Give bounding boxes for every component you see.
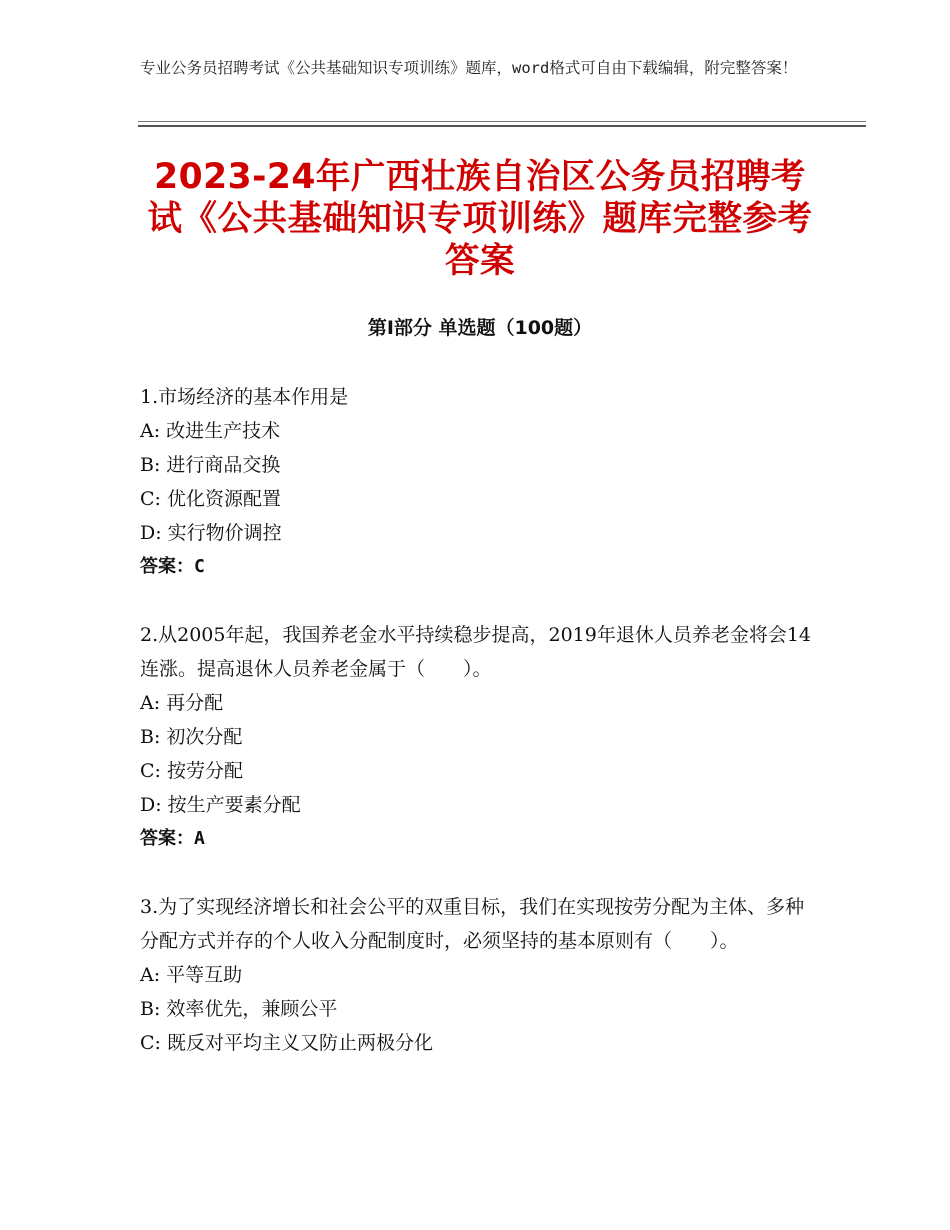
option-c: C: 既反对平均主义又防止两极分化 xyxy=(140,1032,433,1054)
header-rule-thin xyxy=(138,121,866,122)
option-a: A: 改进生产技术 xyxy=(140,420,281,442)
question-list xyxy=(140,380,820,1094)
option-c: C: 优化资源配置 xyxy=(140,488,281,510)
question-stem: 3.为了实现经济增长和社会公平的双重目标，我们在实现按劳分配为主体、多种分配方式并存的个人收入分配制度时，必须坚持的基本原则有（ ）。 xyxy=(140,896,805,952)
option-b: B: 初次分配 xyxy=(140,726,243,748)
option-a: A: 再分配 xyxy=(140,692,224,714)
question-2 xyxy=(140,618,820,856)
answer-value: C xyxy=(194,556,205,577)
section-title: 第Ⅰ部分 单选题（100题） xyxy=(367,317,593,339)
question-3 xyxy=(140,890,820,1060)
option-b: B: 效率优先，兼顾公平 xyxy=(140,998,338,1020)
answer-label: 答案： xyxy=(140,828,194,849)
header-note: 专业公务员招聘考试《公共基础知识专项训练》题库，word格式可自由下载编辑，附完整答案！ xyxy=(140,59,798,77)
question-1 xyxy=(140,380,820,584)
header-rule-thick xyxy=(138,125,866,127)
option-a: A: 平等互助 xyxy=(140,964,243,986)
answer-label: 答案： xyxy=(140,556,194,577)
answer-value: A xyxy=(194,828,205,849)
question-stem: 2.从2005年起，我国养老金水平持续稳步提高，2019年退休人员养老金将会14连涨。提高退休人员养老金属于（ ）。 xyxy=(140,624,812,680)
option-c: C: 按劳分配 xyxy=(140,760,243,782)
question-stem: 1.市场经济的基本作用是 xyxy=(140,386,349,408)
document-title: 2023-24年广西壮族自治区公务员招聘考试《公共基础知识专项训练》题库完整参考答案 xyxy=(147,157,813,281)
answer-line xyxy=(140,822,820,856)
answer-line xyxy=(140,550,820,584)
option-b: B: 进行商品交换 xyxy=(140,454,281,476)
option-d: D: 按生产要素分配 xyxy=(140,794,301,816)
option-d: D: 实行物价调控 xyxy=(140,522,282,544)
